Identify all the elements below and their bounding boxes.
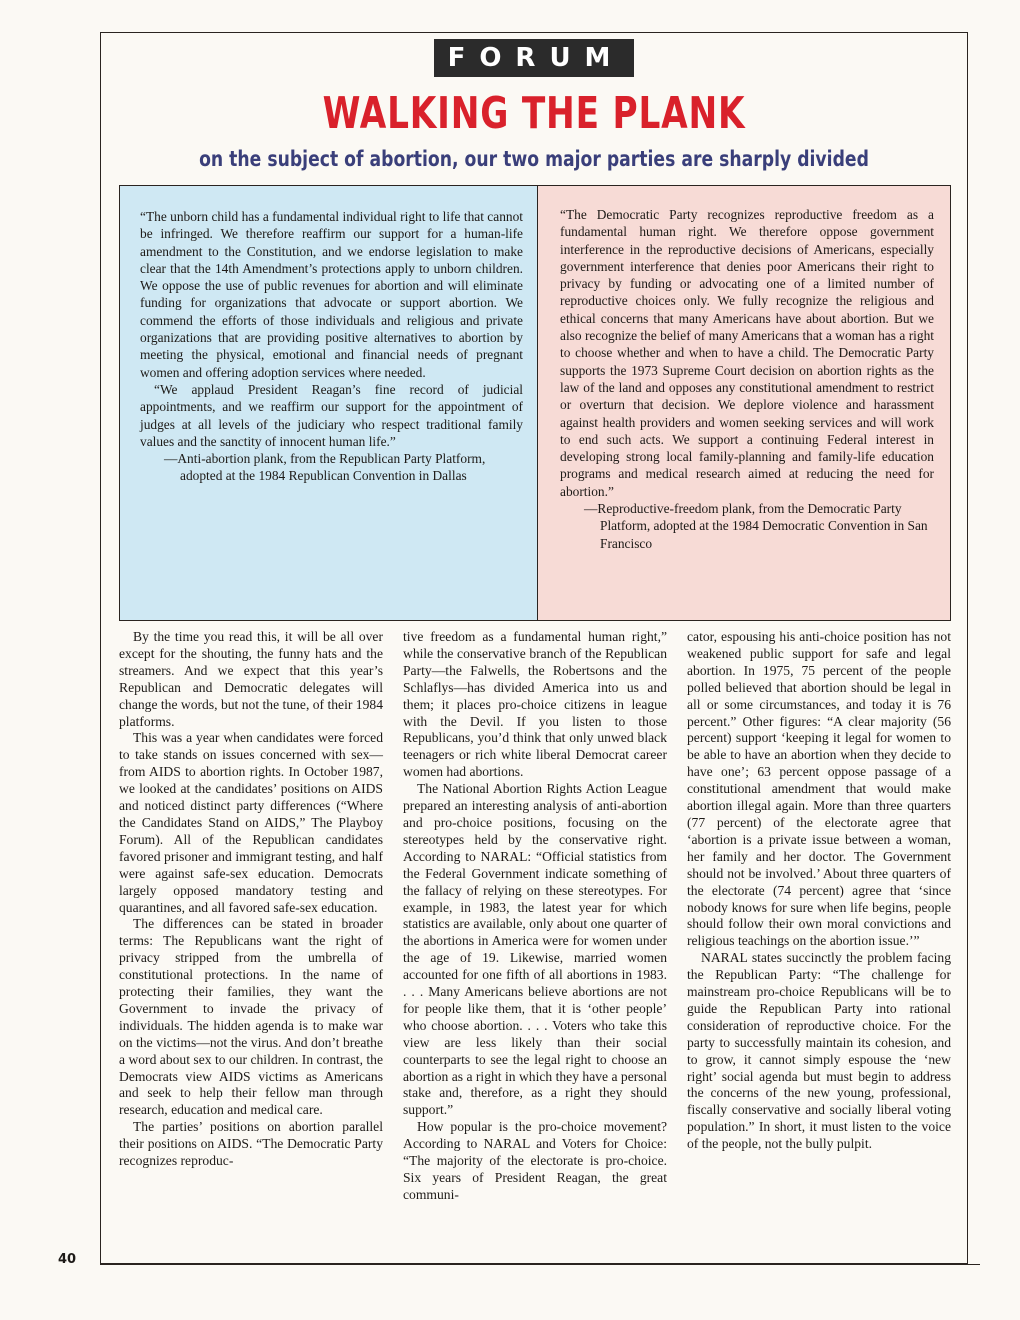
article-column-3 xyxy=(687,629,951,1204)
article-paragraph: The parties’ positions on abortion parallel their positions on AIDS. “The Democratic Party recognizes reproduc- xyxy=(119,1119,383,1169)
republican-plank-paragraph: “We applaud President Reagan’s fine record of judicial appointments, and we reaffirm our support for the appointment of judges at all levels of the judiciary who respect traditional family values and the sanctity of innocent human life.” xyxy=(140,381,523,449)
article-body xyxy=(119,629,951,1204)
article-frame xyxy=(100,32,968,1264)
article-paragraph: cator, espousing his anti-choice position has not weakened public support for safe and legal abortion. In 1975, 75 percent of the people polled believed that abortion should be legal in all or some circumstances, and today it is 76 percent.” Other figures: “A clear majority (56 percent) support ‘keeping it legal for women to be able to have an abortion when they decide to have one’; 63 percent oppose passage of a constitutional amendment that would make abortion illegal again. More than three quarters (77 percent) of the electorate agree that ‘abortion is a private issue between a woman, her family and her doctor. The Government should not be involved.’ About three quarters of the electorate (74 percent) agree that ‘since nobody knows for sure when life begins, people should follow their own moral convictions and religious teachings on the abortion issue.’” xyxy=(687,629,951,949)
democratic-plank xyxy=(538,186,950,620)
article-paragraph: This was a year when candidates were forced to take stands on issues concerned with sex—from AIDS to abortion rights. In October 1987, we looked at the candidates’ positions on AIDS and noticed distinct party differences (“Where the Candidates Stand on AIDS,” The Playboy Forum). All of the Republican candidates favored prisoner and immigrant testing, and half were against safe-sex education. Democrats largely opposed mandatory testing and quarantines, and all favored safe-sex education. xyxy=(119,730,383,915)
article-paragraph: How popular is the pro-choice movement? According to NARAL and Voters for Choice: “The majority of the electorate is pro-choice. Six years of President Reagan, the great communi- xyxy=(403,1119,667,1202)
article-paragraph: The National Abortion Rights Action League prepared an interesting analysis of anti-abortion and pro-choice positions, focusing on the stereotypes held by the conservative right. According to NARAL: “Official statistics from the Federal Government indicate something of the fallacy of relying on these stereotypes. For example, in 1983, the latest year for which statistics are available, only about one quarter of the abortions in America were for women under the age of 19. Likewise, married women accounted for one fifth of all abortions in 1983. . . . Many Americans believe abortions are not for people like them, that it is ‘other people’ who choose abortion. . . . Voters who take this view are less likely than their social counterparts to see the legal right to choose an abortion as a right in which they have a personal stake and, therefore, as a right they should support.” xyxy=(403,781,667,1118)
page-number: 40 xyxy=(58,1252,77,1267)
subheadline: on the subject of abortion, our two major parties are sharply divided xyxy=(199,147,869,171)
section-label: FORUM xyxy=(434,39,635,77)
article-paragraph: By the time you read this, it will be all over except for the shouting, the funny hats and the streamers. And we expect that this year’s Republican and Democratic delegates will change the words, but not the tune, of their 1984 platforms. xyxy=(119,629,383,729)
republican-plank-paragraph: “The unborn child has a fundamental individual right to life that cannot be infringed. We therefore reaffirm our support for a human-life amendment to the Constitution, and we endorse legislation to make clear that the 14th Amendment’s protections apply to unborn children. We oppose the use of public revenues for abortion and will eliminate funding for organizations that advocate or support abortion. We commend the efforts of those individuals and religious and private organizations that are providing positive alternatives to abortion by meeting the physical, emotional and financial needs of pregnant women and offering adoption services where needed. xyxy=(140,209,523,380)
article-paragraph: NARAL states succinctly the problem facing the Republican Party: “The challenge for mainstream pro-choice Republicans will be to guide the Republican Party into rational consideration of reproductive choice. For the party to successfully maintain its cohesion, and to grow, it cannot simply espouse the ‘new right’ social agenda but must begin to address the concerns of the new young, professional, fiscally conservative and socially liberal voting population.” In short, it must listen to the voice of the people, not the bully pulpit. xyxy=(687,950,951,1152)
footer-rule xyxy=(100,1264,980,1265)
section-label-wrap xyxy=(101,39,967,77)
republican-plank-attribution: —Anti-abortion plank, from the Republican Party Platform, adopted at the 1984 Republican Convention in Dallas xyxy=(164,451,486,484)
headline: WALKING THE PLANK xyxy=(322,88,746,139)
platform-planks xyxy=(119,185,951,621)
democratic-plank-attribution: —Reproductive-freedom plank, from the Democratic Party Platform, adopted at the 1984 Democratic Convention in San Francisco xyxy=(584,501,928,551)
article-column-2 xyxy=(403,629,667,1204)
article-paragraph: tive freedom as a fundamental human right,” while the conservative branch of the Republican Party—the Falwells, the Robertsons and the Schlaflys—has divided America into us and them; it places pro-choice citizens in league with the Devil. If you listen to those Republicans, you’d think that only unwed black teenagers or rich white liberal Democrat career women had abortions. xyxy=(403,629,667,780)
article-paragraph: The differences can be stated in broader terms: The Republicans want the right of privacy stripped from the umbrella of constitutional protections. In the name of protecting their families, they want the Government to invade the privacy of individuals. The hidden agenda is to make war on the victims—not the virus. And don’t breathe a word about sex to our children. In contrast, the Democrats view AIDS victims as Americans and seek to help their fellow man through research, education and medical care. xyxy=(119,916,383,1118)
democratic-plank-paragraph: “The Democratic Party recognizes reproductive freedom as a fundamental human right. We therefore oppose government interference in the reproductive decisions of Americans, especially government interference that denies poor Americans their right to privacy by funding or advocating one of a limited number of reproductive choices only. We fully recognize the religious and ethical concerns that many Americans have about abortion. But we also recognize the belief of many Americans that a woman has a right to choose whether and when to have a child. The Democratic Party supports the 1973 Supreme Court decision on abortion rights as the law of the land and opposes any constitutional amendment to restrict or overturn that decision. We deplore violence and harassment against health providers and women seeking services and will work to end such acts. We support a continuing Federal interest in developing strong local family-planning and family-life education programs and medical research aimed at reducing the need for abortion.” xyxy=(560,207,934,499)
republican-plank xyxy=(120,186,538,620)
article-column-1 xyxy=(119,629,383,1204)
